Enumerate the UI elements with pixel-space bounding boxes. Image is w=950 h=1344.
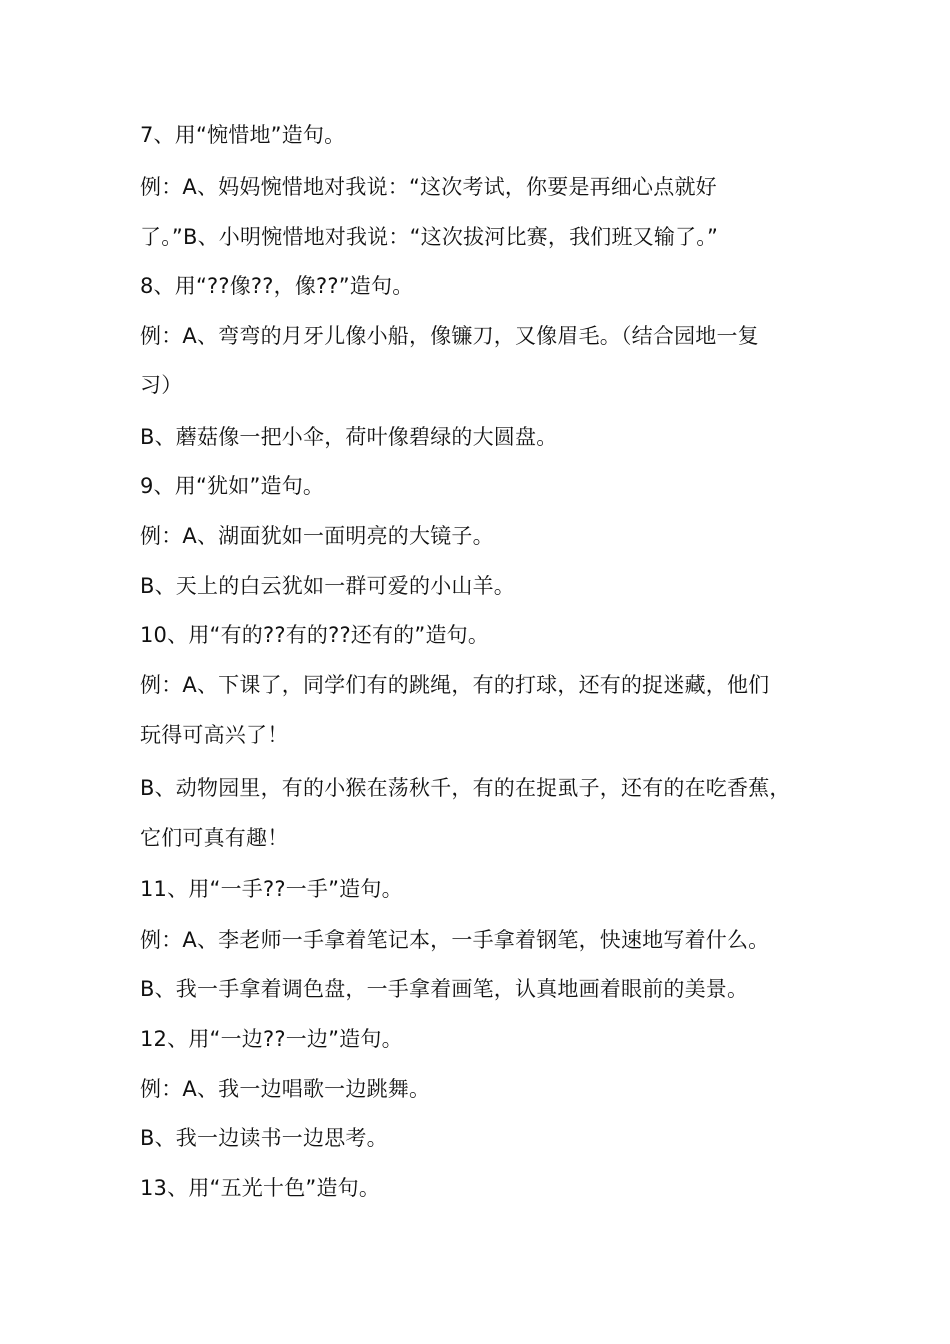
- heading-item-8: 8、用“??像??，像??”造句。: [140, 274, 414, 298]
- heading-item-11: 11、用“一手??一手”造句。: [140, 877, 403, 901]
- heading-item-12: 12、用“一边??一边”造句。: [140, 1027, 403, 1051]
- example-9-a: 例：A、湖面犹如一面明亮的大镜子。: [140, 524, 494, 548]
- heading-item-10: 10、用“有的??有的??还有的”造句。: [140, 623, 490, 647]
- example-11-a: 例：A、李老师一手拿着笔记本，一手拿着钢笔，快速地写着什么。: [140, 928, 770, 952]
- heading-item-9: 9、用“犹如”造句。: [140, 474, 325, 498]
- example-12-b: B、我一边读书一边思考。: [140, 1126, 388, 1150]
- example-7-line-2: 了。”B、小明惋惜地对我说：“这次拔河比赛，我们班又输了。”: [140, 225, 719, 249]
- example-10-b-line-1: B、动物园里，有的小猴在荡秋千，有的在捉虱子，还有的在吃香蕉，: [140, 776, 791, 800]
- example-11-b: B、我一手拿着调色盘，一手拿着画笔，认真地画着眼前的美景。: [140, 977, 749, 1001]
- example-8-a-line-1: 例：A、弯弯的月牙儿像小船，像镰刀，又像眉毛。（结合园地一复: [140, 324, 759, 348]
- heading-item-13: 13、用“五光十色”造句。: [140, 1176, 381, 1200]
- example-8-a-line-2: 习）: [140, 373, 183, 397]
- example-10-a-line-1: 例：A、下课了，同学们有的跳绳，有的打球，还有的捉迷藏，他们: [140, 673, 770, 697]
- example-7-line-1: 例：A、妈妈惋惜地对我说：“这次考试，你要是再细心点就好: [140, 175, 717, 199]
- heading-item-7: 7、用“惋惜地”造句。: [140, 123, 346, 147]
- example-8-b: B、蘑菇像一把小伞，荷叶像碧绿的大圆盘。: [140, 425, 558, 449]
- example-12-a: 例：A、我一边唱歌一边跳舞。: [140, 1077, 431, 1101]
- example-10-a-line-2: 玩得可高兴了！: [140, 723, 289, 747]
- example-9-b: B、天上的白云犹如一群可爱的小山羊。: [140, 574, 516, 598]
- example-10-b-line-2: 它们可真有趣！: [140, 826, 289, 850]
